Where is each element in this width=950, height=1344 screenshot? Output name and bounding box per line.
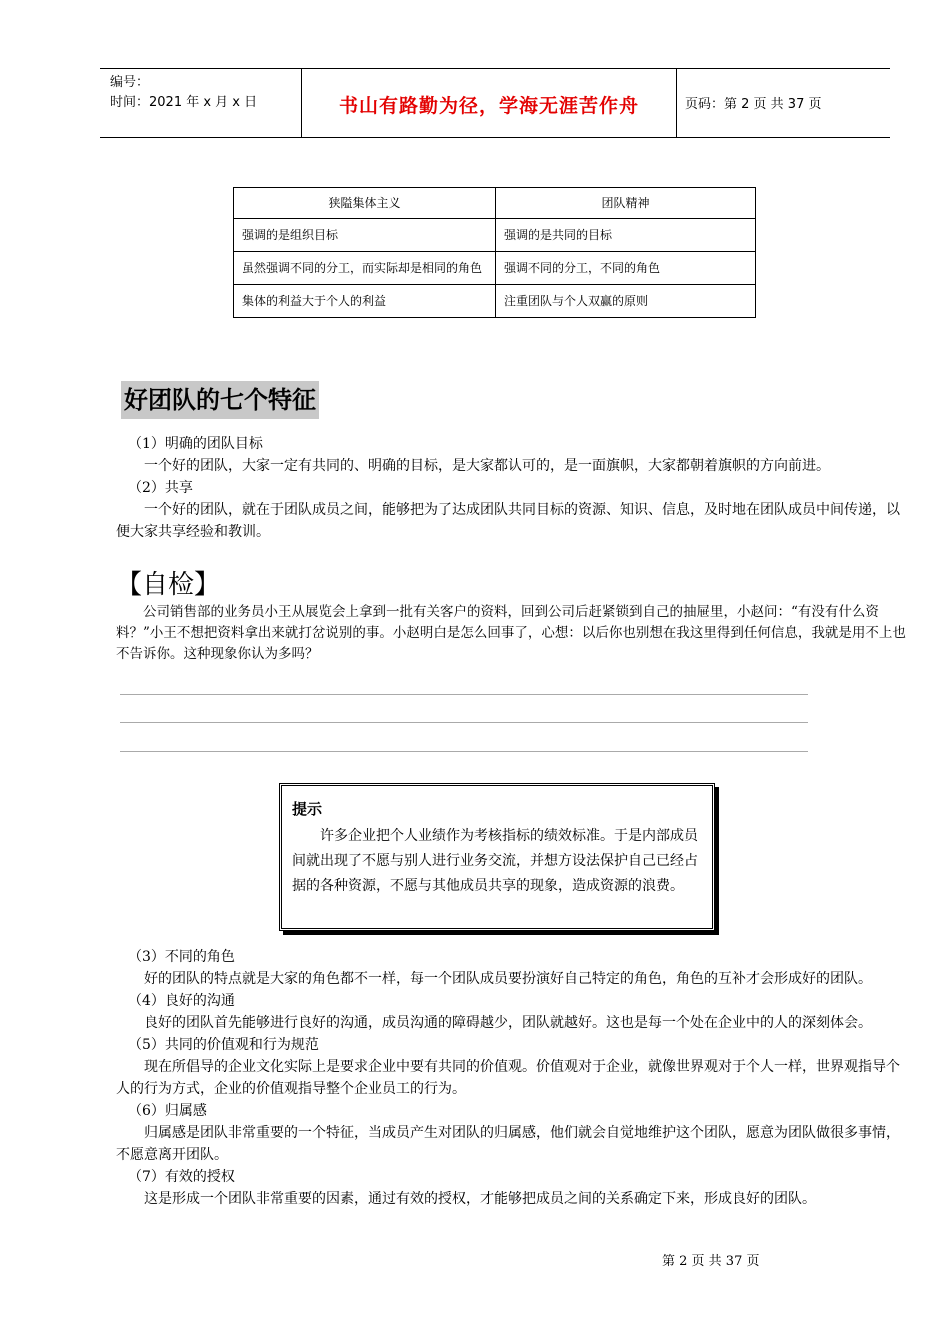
feature-title: （6）归属感 bbox=[128, 1103, 207, 1119]
table-cell: 虽然强调不同的分工，而实际却是相同的角色 bbox=[234, 252, 496, 285]
feature-text: 现在所倡导的企业文化实际上是要求企业中要有共同的价值观。价值观对于企业，就像世界观对于个人一样，世界观指导个人的行为方式，企业的价值观指导整个企业员工的行为。 bbox=[116, 1059, 900, 1097]
section-title: 好团队的七个特征 bbox=[121, 381, 319, 419]
tip-box bbox=[279, 783, 715, 931]
comparison-table bbox=[233, 187, 756, 318]
table-row bbox=[234, 219, 756, 252]
table-row bbox=[234, 252, 756, 285]
answer-line bbox=[120, 694, 808, 695]
table-cell: 强调不同的分工，不同的角色 bbox=[496, 252, 756, 285]
feature-text: 一个好的团队，大家一定有共同的、明确的目标，是大家都认可的，是一面旗帜，大家都朝着旗帜的方向前进。 bbox=[144, 458, 830, 474]
feature-text: 归属感是团队非常重要的一个特征，当成员产生对团队的归属感，他们就会自觉地维护这个团队，愿意为团队做很多事情，不愿意离开团队。 bbox=[116, 1125, 900, 1163]
self-check-case: 公司销售部的业务员小王从展览会上拿到一批有关客户的资料，回到公司后赶紧锁到自己的抽屉里，小赵问：“有没有什么资料？”小王不想把资料拿出来就打岔说别的事。小赵明白是怎么回事了，心想：以后你也别想在我这里得到任何信息，我就是用不上也不告诉你。这种现象你认为多吗？ bbox=[116, 604, 906, 662]
table-cell: 强调的是组织目标 bbox=[234, 219, 496, 252]
table-cell: 集体的利益大于个人的利益 bbox=[234, 285, 496, 318]
page-header bbox=[100, 68, 890, 138]
feature-text: 这是形成一个团队非常重要的因素，通过有效的授权，才能够把成员之间的关系确定下来，形成良好的团队。 bbox=[144, 1191, 816, 1207]
feature-title: （2）共享 bbox=[128, 480, 193, 496]
tip-title: 提示 bbox=[292, 800, 323, 818]
feature-text: 良好的团队首先能够进行良好的沟通，成员沟通的障碍越少，团队就越好。这也是每一个处在企业中的人的深刻体会。 bbox=[144, 1015, 872, 1031]
header-page-label: 页码：第 2 页 共 37 页 bbox=[685, 97, 822, 112]
header-meta bbox=[110, 73, 257, 113]
table-row bbox=[234, 285, 756, 318]
self-check-title: 【自检】 bbox=[116, 570, 221, 600]
header-time-label: 时间：2021 年 x 月 x 日 bbox=[110, 95, 258, 110]
table-header-cell: 狭隘集体主义 bbox=[234, 188, 496, 219]
feature-title: （4）良好的沟通 bbox=[128, 993, 235, 1009]
header-number-label: 编号： bbox=[110, 75, 150, 90]
answer-line bbox=[120, 751, 808, 752]
feature-title: （1）明确的团队目标 bbox=[128, 436, 263, 452]
feature-text: 好的团队的特点就是大家的角色都不一样，每一个团队成员要扮演好自己特定的角色，角色的互补才会形成好的团队。 bbox=[144, 971, 872, 987]
tip-text: 许多企业把个人业绩作为考核指标的绩效标准。于是内部成员间就出现了不愿与别人进行业务交流，并想方设法保护自己已经占据的各种资源，不愿与其他成员共享的现象，造成资源的浪费。 bbox=[292, 828, 698, 894]
feature-title: （3）不同的角色 bbox=[128, 949, 235, 965]
feature-title: （7）有效的授权 bbox=[128, 1169, 235, 1185]
header-divider-right bbox=[676, 69, 677, 137]
header-motto: 书山有路勤为径，学海无涯苦作舟 bbox=[338, 95, 639, 117]
feature-title: （5）共同的价值观和行为规范 bbox=[128, 1037, 319, 1053]
page-footer: 第 2 页 共 37 页 bbox=[662, 1254, 760, 1269]
answer-line bbox=[120, 722, 808, 723]
table-cell: 注重团队与个人双赢的原则 bbox=[496, 285, 756, 318]
feature-text: 一个好的团队，就在于团队成员之间，能够把为了达成团队共同目标的资源、知识、信息，及时地在团队成员中间传递，以便大家共享经验和教训。 bbox=[116, 502, 900, 540]
table-header-cell: 团队精神 bbox=[496, 188, 756, 219]
table-header-row bbox=[234, 188, 756, 219]
table-cell: 强调的是共同的目标 bbox=[496, 219, 756, 252]
features-part1 bbox=[116, 433, 906, 543]
features-part2 bbox=[116, 946, 906, 1210]
